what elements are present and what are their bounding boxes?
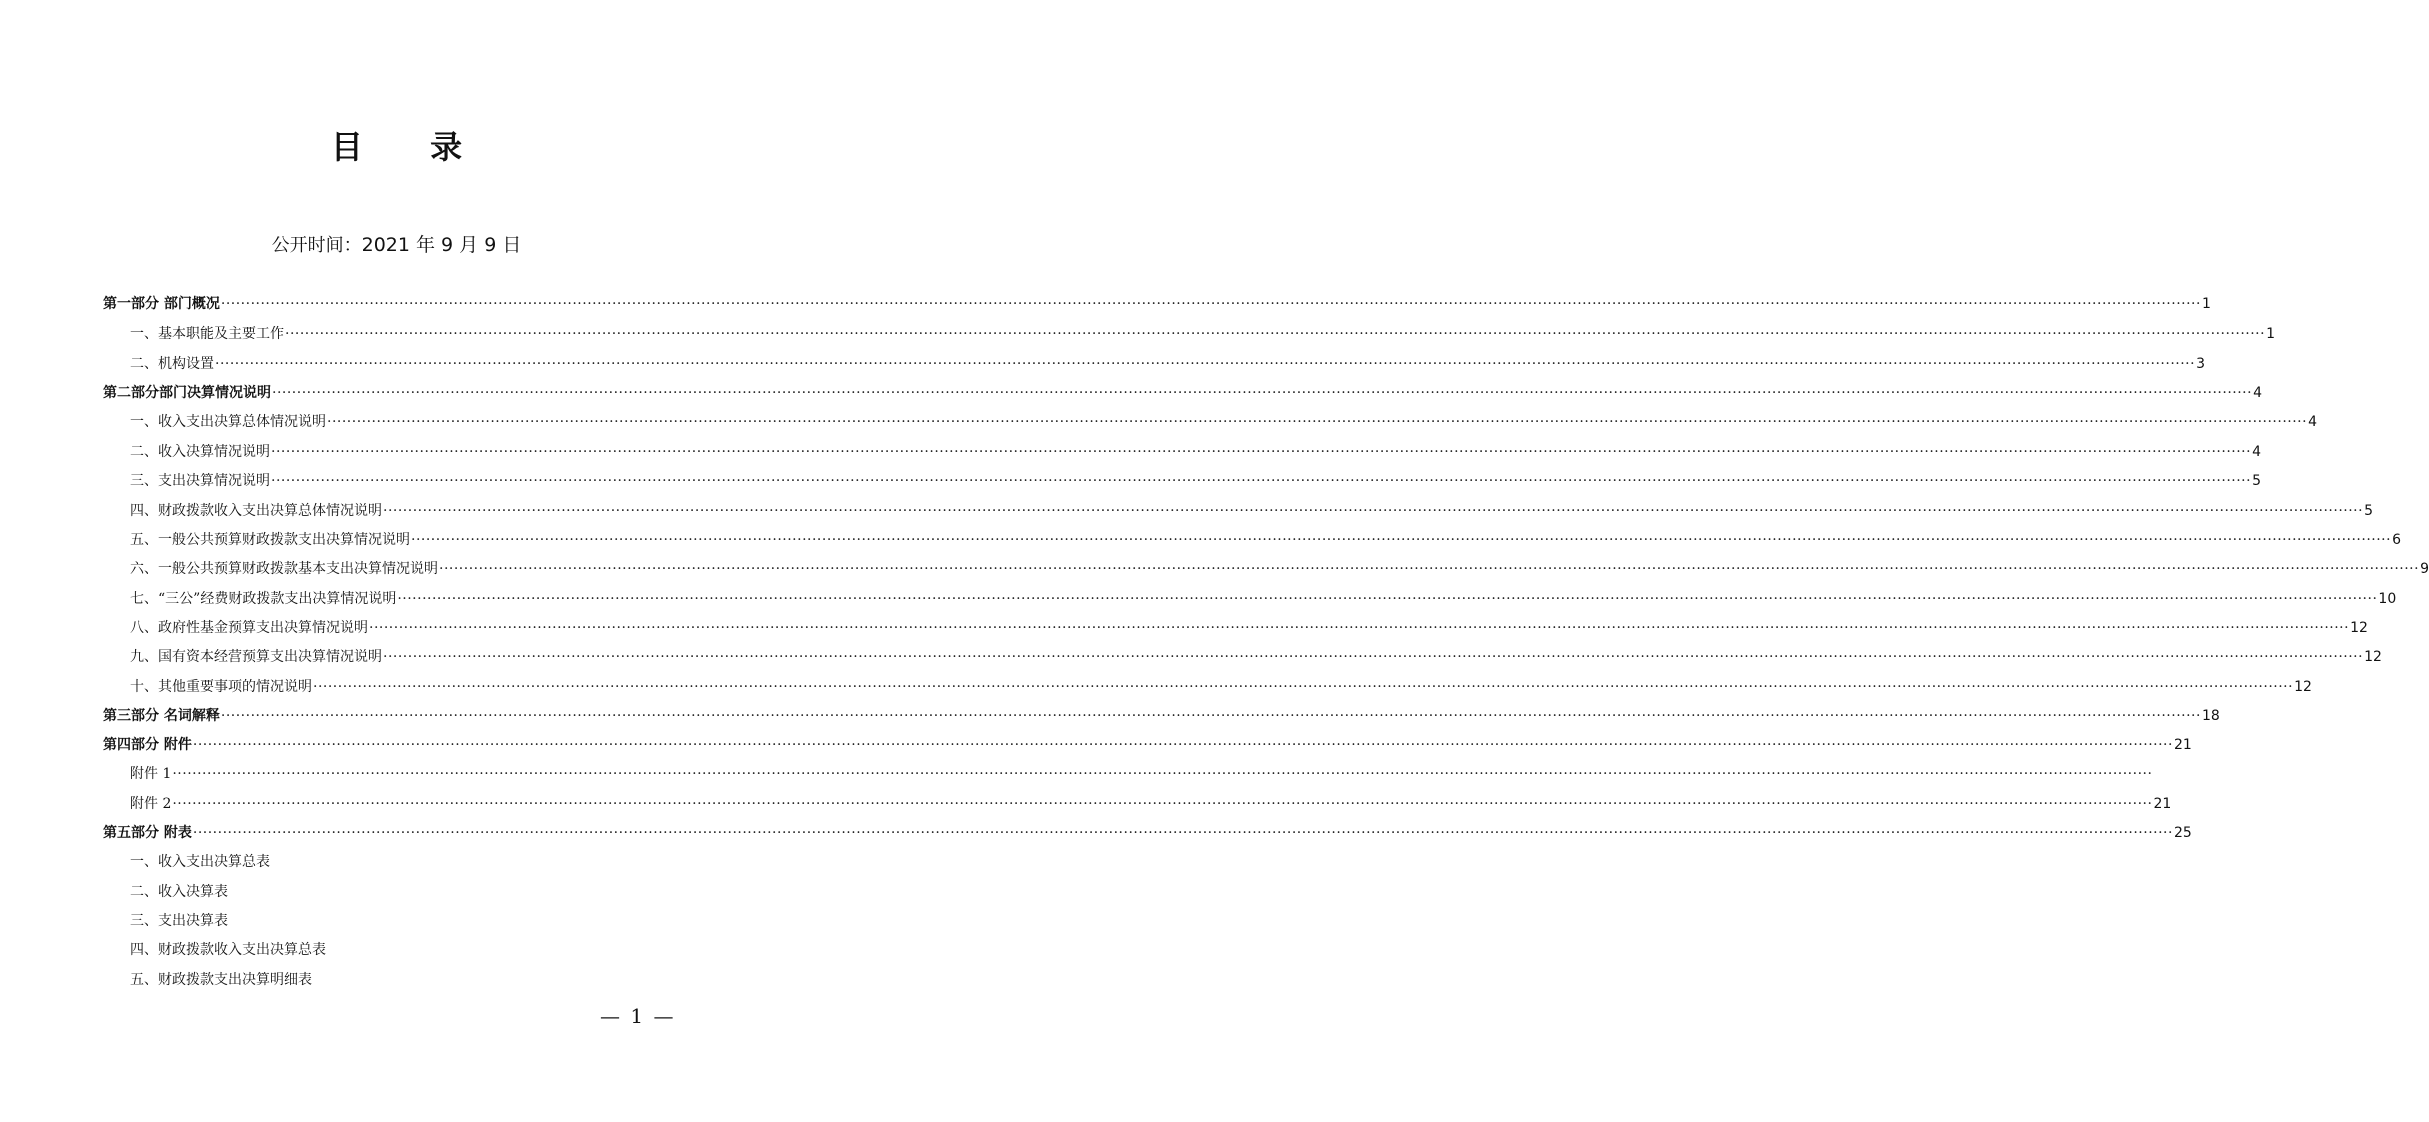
toc-page-number: 5 bbox=[2252, 473, 2261, 489]
toc-label: 第三部分 名词解释 bbox=[103, 708, 220, 724]
toc-entry-part-1[interactable] bbox=[103, 290, 2211, 318]
toc-label: 第四部分 附件 bbox=[103, 737, 192, 753]
toc-label: 四、财政拨款收入支出决算总体情况说明 bbox=[130, 503, 382, 519]
toc-entry-part-4[interactable] bbox=[103, 731, 2192, 759]
toc-label: 第一部分 部门概况 bbox=[103, 296, 220, 312]
toc-page-number: 12 bbox=[2364, 649, 2382, 665]
toc-entry[interactable] bbox=[130, 614, 2368, 642]
toc-entry[interactable] bbox=[130, 438, 2261, 466]
toc-label: 二、机构设置 bbox=[130, 356, 214, 372]
dot-leader: ················································································································································································································································································································································································································ bbox=[369, 620, 2350, 636]
dot-leader: ················································································································································································································································································································································································································ bbox=[172, 796, 2153, 812]
dot-leader: ················································································································································································································································································································································································································ bbox=[172, 766, 2153, 782]
toc-page-number: 12 bbox=[2294, 679, 2312, 695]
dot-leader: ················································································································································································································································································································································································································ bbox=[411, 532, 2392, 548]
toc-label: 三、支出决算情况说明 bbox=[130, 473, 270, 489]
toc-label: 第二部分部门决算情况说明 bbox=[103, 385, 271, 401]
publish-date bbox=[0, 230, 793, 257]
toc-label: 九、国有资本经营预算支出决算情况说明 bbox=[130, 649, 382, 665]
toc-page-number: 1 bbox=[2266, 326, 2275, 342]
dot-leader: ················································································································································································································································································································································································································ bbox=[272, 385, 2253, 401]
toc-page-number: 6 bbox=[2392, 532, 2401, 548]
toc-label: 八、政府性基金预算支出决算情况说明 bbox=[130, 620, 368, 636]
toc-label: 附件 1 bbox=[130, 766, 172, 782]
dot-leader: ················································································································································································································································································································································································································ bbox=[313, 679, 2294, 695]
toc-entry[interactable] bbox=[130, 526, 2401, 554]
toc-entry[interactable] bbox=[130, 467, 2261, 495]
toc-label: 附件 2 bbox=[130, 796, 172, 812]
toc-label: 一、基本职能及主要工作 bbox=[130, 326, 284, 342]
dot-leader: ················································································································································································································································································································································································································ bbox=[192, 737, 2173, 753]
toc-label: 二、收入决算情况说明 bbox=[130, 444, 270, 460]
appendix-table-item: 一、收入支出决算总表 bbox=[130, 854, 270, 870]
toc-entry[interactable] bbox=[130, 497, 2373, 525]
dot-leader: ················································································································································································································································································································································································································ bbox=[285, 326, 2266, 342]
toc-label: 五、一般公共预算财政拨款支出决算情况说明 bbox=[130, 532, 410, 548]
dot-leader: ················································································································································································································································································································································································································ bbox=[327, 414, 2308, 430]
dot-leader: ················································································································································································································································································································································································································ bbox=[220, 708, 2201, 724]
page-number-footer: — 1 — bbox=[600, 1004, 676, 1028]
dot-leader: ················································································································································································································································································································································································································ bbox=[271, 444, 2252, 460]
toc-page-number: 4 bbox=[2308, 414, 2317, 430]
toc-entry[interactable] bbox=[130, 320, 2275, 348]
toc-entry-attachment-1[interactable] bbox=[130, 760, 2153, 788]
publish-label: 公开时间： bbox=[271, 235, 362, 256]
appendix-table-item: 五、财政拨款支出决算明细表 bbox=[130, 972, 312, 988]
toc-label: 第五部分 附表 bbox=[103, 825, 192, 841]
dot-leader: ················································································································································································································································································································································································································ bbox=[192, 825, 2173, 841]
dot-leader: ················································································································································································································································································································································································································ bbox=[383, 503, 2364, 519]
toc-entry-part-2[interactable] bbox=[103, 379, 2262, 407]
dot-leader: ················································································································································································································································································································································································································ bbox=[220, 296, 2201, 312]
appendix-table-item: 四、财政拨款收入支出决算总表 bbox=[130, 942, 326, 958]
toc-label: 七、“三公”经费财政拨款支出决算情况说明 bbox=[130, 591, 397, 607]
toc-label: 一、收入支出决算总体情况说明 bbox=[130, 414, 326, 430]
toc-entry[interactable] bbox=[130, 555, 2429, 583]
toc-page-number: 5 bbox=[2364, 503, 2373, 519]
toc-page-number: 1 bbox=[2201, 296, 2211, 312]
toc-page-number: 4 bbox=[2252, 444, 2261, 460]
toc-label: 十、其他重要事项的情况说明 bbox=[130, 679, 312, 695]
toc-entry[interactable] bbox=[130, 643, 2382, 671]
dot-leader: ················································································································································································································································································································································································································ bbox=[271, 473, 2252, 489]
toc-page-number: 21 bbox=[2173, 737, 2192, 753]
toc-page-number: 18 bbox=[2201, 708, 2220, 724]
toc-entry-attachment-2[interactable] bbox=[130, 790, 2172, 818]
dot-leader: ················································································································································································································································································································································································································ bbox=[383, 649, 2364, 665]
dot-leader: ················································································································································································································································································································································································································ bbox=[439, 561, 2420, 577]
toc-page-number: 12 bbox=[2350, 620, 2368, 636]
toc-entry-part-3[interactable] bbox=[103, 702, 2220, 730]
toc-entry[interactable] bbox=[130, 673, 2312, 701]
dot-leader: ················································································································································································································································································································································································································ bbox=[397, 591, 2378, 607]
page-title: 目 录 bbox=[330, 128, 491, 166]
publish-value: 2021 年 9 月 9 日 bbox=[361, 234, 522, 256]
toc-entry[interactable] bbox=[130, 350, 2205, 378]
toc-page-number: 25 bbox=[2173, 825, 2192, 841]
toc-page-number: 21 bbox=[2153, 796, 2172, 812]
toc-entry[interactable] bbox=[130, 408, 2317, 436]
toc-entry-part-5[interactable] bbox=[103, 819, 2192, 847]
toc-page-number: 10 bbox=[2378, 591, 2397, 607]
appendix-table-item: 二、收入决算表 bbox=[130, 884, 228, 900]
appendix-table-item: 三、支出决算表 bbox=[130, 913, 228, 929]
dot-leader: ················································································································································································································································································································································································································ bbox=[215, 356, 2196, 372]
toc-page-number: 3 bbox=[2196, 356, 2205, 372]
toc-page-number: 4 bbox=[2253, 385, 2262, 401]
toc-entry[interactable] bbox=[130, 585, 2397, 613]
toc-label: 六、一般公共预算财政拨款基本支出决算情况说明 bbox=[130, 561, 438, 577]
toc-page-number: 9 bbox=[2420, 561, 2429, 577]
